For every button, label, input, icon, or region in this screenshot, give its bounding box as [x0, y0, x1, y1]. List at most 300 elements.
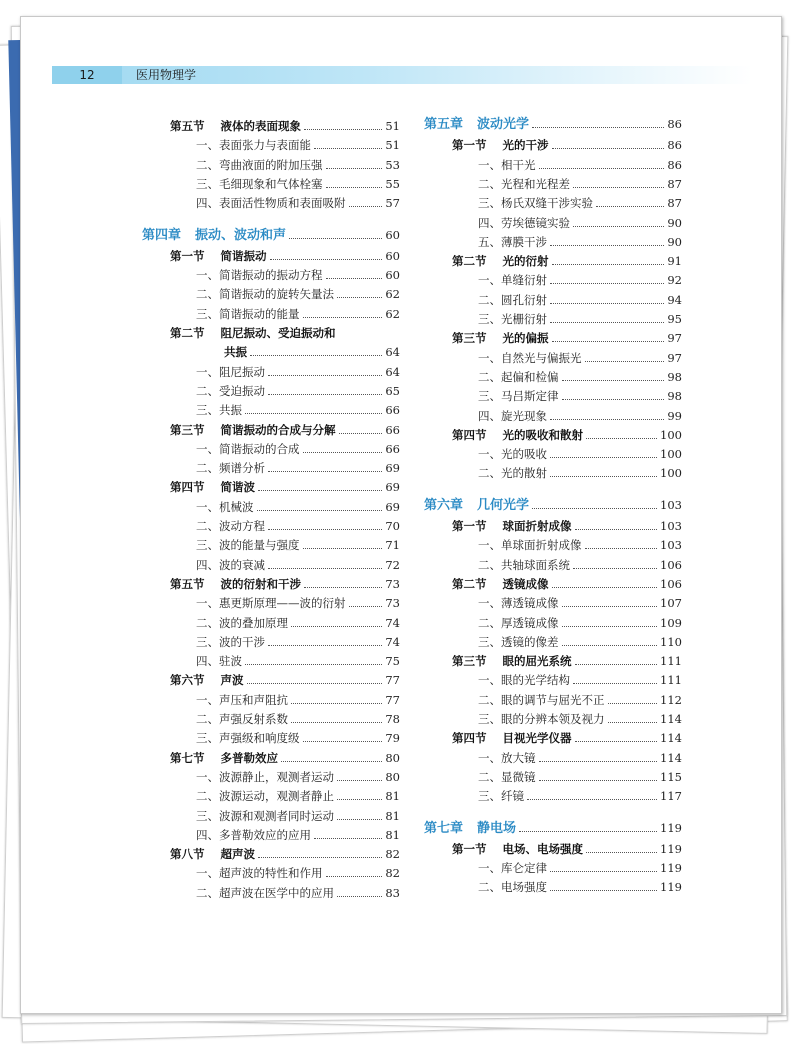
entry-label — [478, 370, 559, 384]
page-ref: 70 — [385, 519, 400, 533]
section-number: 第四节 — [170, 480, 205, 495]
chapter-title: 振动、波动和声 — [195, 227, 287, 243]
subsection-title: 三、光栅衍射 — [478, 312, 547, 326]
toc-subsection-entry[interactable] — [196, 365, 400, 379]
toc-subsection-entry[interactable] — [196, 558, 400, 572]
entry-label — [196, 635, 265, 649]
toc-section-entry[interactable] — [170, 119, 400, 133]
entry-label — [196, 268, 323, 282]
dot-leader — [304, 129, 382, 130]
subsection-title: 一、单球面折射成像 — [478, 538, 582, 553]
section-number: 第三节 — [452, 654, 487, 669]
toc-chapter-entry[interactable] — [424, 821, 682, 836]
toc-subsection-entry[interactable] — [196, 307, 400, 321]
dot-leader — [303, 741, 383, 742]
entry-label — [170, 119, 301, 133]
entry-label — [478, 235, 547, 249]
dot-leader — [304, 587, 382, 588]
subsection-title: 二、厚透镜成像 — [478, 615, 559, 630]
chapter-number: 第七章 — [424, 820, 464, 836]
entry-label — [196, 365, 265, 379]
entry-label — [478, 558, 570, 572]
page-ref: 99 — [667, 408, 682, 423]
subsection-title: 一、相干光 — [478, 157, 536, 172]
dot-leader — [245, 664, 382, 665]
entry-label — [170, 751, 278, 765]
entry-label — [478, 538, 582, 552]
subsection-title: 四、驻波 — [196, 654, 242, 669]
toc-subsection-entry[interactable] — [478, 389, 682, 403]
toc-subsection-entry[interactable] — [478, 235, 682, 249]
page-ref: 92 — [667, 273, 682, 288]
subsection-title: 二、电场强度 — [478, 880, 547, 895]
entry-label — [170, 249, 267, 263]
subsection-title: 一、惠更斯原理——波的衍射 — [196, 596, 346, 611]
entry-label — [478, 216, 570, 230]
subsection-title: 一、放大镜 — [478, 750, 536, 765]
page-ref: 90 — [667, 234, 682, 249]
toc-subsection-entry[interactable] — [196, 809, 400, 823]
subsection-title: 二、频谱分析 — [196, 461, 265, 476]
section-title: 共振 — [224, 345, 247, 360]
subsection-title: 二、波源运动，观测者静止 — [196, 789, 334, 804]
subsection-title: 三、波的能量与强度 — [196, 538, 300, 553]
toc-subsection-entry[interactable] — [196, 866, 400, 880]
dot-leader — [573, 187, 664, 188]
subsection-title: 一、波源静止，观测者运动 — [196, 769, 334, 784]
entry-label — [478, 596, 559, 610]
entry-label — [452, 138, 549, 152]
toc-section-entry[interactable] — [170, 326, 400, 340]
page-ref: 103 — [660, 497, 682, 512]
page-ref: 77 — [385, 692, 400, 707]
entry-label — [142, 229, 286, 243]
toc-chapter-entry[interactable] — [424, 117, 682, 132]
page-ref: 98 — [667, 389, 682, 404]
dot-leader — [562, 380, 665, 381]
dot-leader — [552, 148, 665, 149]
dot-leader — [268, 375, 382, 376]
toc-subsection-entry[interactable] — [196, 403, 400, 417]
toc-subsection-entry[interactable] — [478, 447, 682, 461]
chapter-number: 第六章 — [424, 497, 464, 513]
page-ref: 69 — [385, 480, 400, 495]
subsection-title: 二、弯曲液面的附加压强 — [196, 157, 323, 172]
toc-section-entry-continued[interactable] — [224, 345, 400, 359]
toc-subsection-entry[interactable] — [196, 635, 400, 649]
dot-leader — [257, 510, 383, 511]
toc-subsection-entry[interactable] — [478, 880, 682, 894]
toc-subsection-entry[interactable] — [478, 466, 682, 480]
entry-label — [196, 158, 323, 172]
subsection-title: 二、波动方程 — [196, 519, 265, 533]
entry-label — [196, 828, 311, 842]
subsection-title: 一、表面张力与表面能 — [196, 138, 311, 153]
entry-label — [170, 847, 255, 861]
toc-subsection-entry[interactable] — [478, 370, 682, 384]
page-ref: 75 — [385, 654, 400, 669]
toc-section-entry[interactable] — [170, 423, 400, 437]
toc-subsection-entry[interactable] — [478, 558, 682, 572]
page-ref: 94 — [667, 292, 682, 307]
page-ref: 80 — [385, 750, 400, 765]
toc-subsection-entry[interactable] — [196, 442, 400, 456]
toc-subsection-entry[interactable] — [196, 828, 400, 842]
dot-leader — [270, 259, 383, 260]
section-title: 眼的屈光系统 — [502, 654, 572, 669]
toc-subsection-entry[interactable] — [478, 177, 682, 191]
entry-label — [478, 751, 536, 765]
dot-leader — [585, 548, 658, 549]
section-number: 第一节 — [452, 841, 487, 856]
toc-subsection-entry[interactable] — [478, 789, 682, 803]
subsection-title: 二、光程和光程差 — [478, 176, 570, 191]
entry-label — [478, 693, 605, 707]
entry-label — [478, 389, 559, 403]
toc-subsection-entry[interactable] — [196, 538, 400, 552]
entry-label — [196, 596, 346, 610]
toc-subsection-entry[interactable] — [196, 770, 400, 784]
entry-label — [196, 519, 265, 533]
entry-label — [478, 158, 536, 172]
section-title: 球面折射成像 — [502, 519, 572, 533]
section-title: 阻尼振动、受迫振动和 — [220, 326, 336, 340]
subsection-title: 一、简谐振动的振动方程 — [196, 268, 323, 283]
dot-leader — [281, 761, 382, 762]
toc-subsection-entry[interactable] — [478, 635, 682, 649]
entry-label — [196, 538, 300, 552]
toc-section-entry[interactable] — [452, 519, 682, 533]
toc-section-entry[interactable] — [170, 249, 400, 263]
subsection-title: 二、共轴球面系统 — [478, 557, 570, 572]
section-number: 第三节 — [452, 331, 487, 346]
section-title: 声波 — [220, 673, 244, 688]
toc-subsection-entry[interactable] — [478, 312, 682, 326]
chapter-title: 波动光学 — [477, 117, 530, 132]
entry-label — [196, 461, 265, 475]
subsection-title: 一、超声波的特性和作用 — [196, 866, 323, 881]
entry-label — [478, 351, 582, 365]
subsection-title: 四、劳埃德镜实验 — [478, 215, 570, 230]
page-ref: 57 — [385, 196, 400, 211]
toc-subsection-entry[interactable] — [196, 693, 400, 707]
page-ref: 51 — [385, 138, 400, 153]
toc-section-entry[interactable] — [170, 577, 400, 591]
toc-section-entry[interactable] — [452, 731, 682, 745]
subsection-title: 三、眼的分辨本领及视力 — [478, 712, 605, 726]
toc-subsection-entry[interactable] — [196, 158, 400, 172]
entry-label — [196, 770, 334, 784]
subsection-title: 二、波的叠加原理 — [196, 615, 288, 630]
subsection-title: 三、波源和观测者同时运动 — [196, 808, 334, 823]
section-number: 第四节 — [452, 731, 487, 746]
toc-subsection-entry[interactable] — [196, 138, 400, 152]
section-number: 第四节 — [452, 427, 487, 442]
entry-label — [478, 861, 547, 875]
toc-subsection-entry[interactable] — [196, 177, 400, 191]
toc-subsection-entry[interactable] — [196, 731, 400, 745]
toc-subsection-entry[interactable] — [478, 673, 682, 687]
dot-leader — [268, 529, 382, 530]
section-number: 第三节 — [170, 422, 205, 437]
dot-leader — [268, 568, 382, 569]
page-ref: 82 — [385, 866, 400, 881]
page-ref: 107 — [660, 596, 682, 611]
subsection-title: 三、杨氏双缝干涉实验 — [478, 196, 593, 211]
running-header — [52, 66, 752, 84]
dot-leader — [337, 297, 382, 298]
section-number: 第七节 — [170, 750, 205, 765]
toc-subsection-entry[interactable] — [196, 654, 400, 668]
toc-section-entry[interactable] — [170, 847, 400, 861]
toc-subsection-entry[interactable] — [196, 287, 400, 301]
dot-leader — [326, 187, 383, 188]
dot-leader — [539, 168, 665, 169]
subsection-title: 一、阻尼振动 — [196, 364, 265, 379]
entry-label — [196, 500, 254, 514]
dot-leader — [268, 471, 382, 472]
toc-section-entry[interactable] — [452, 577, 682, 591]
entry-label — [478, 409, 547, 423]
toc-subsection-entry[interactable] — [478, 409, 682, 423]
toc-section-entry[interactable] — [452, 654, 682, 668]
toc-subsection-entry[interactable] — [478, 616, 682, 630]
dot-leader — [291, 703, 382, 704]
subsection-title: 一、库仑定律 — [478, 861, 547, 876]
page-ref: 100 — [660, 447, 682, 462]
dot-leader — [573, 568, 657, 569]
toc-subsection-entry[interactable] — [478, 538, 682, 552]
subsection-title: 五、薄膜干涉 — [478, 234, 547, 249]
entry-label — [196, 886, 334, 900]
dot-leader — [550, 457, 657, 458]
dot-leader — [586, 852, 657, 853]
page-ref: 100 — [660, 466, 682, 481]
page-ref: 98 — [667, 369, 682, 384]
toc-subsection-entry[interactable] — [196, 789, 400, 803]
section-number: 第二节 — [452, 576, 487, 591]
entry-label — [478, 712, 605, 726]
section-number: 第五节 — [170, 119, 205, 133]
page-ref: 65 — [385, 383, 400, 398]
dot-leader — [326, 168, 383, 169]
dot-leader — [289, 238, 382, 239]
dot-leader — [573, 683, 657, 684]
dot-leader — [349, 606, 383, 607]
subsection-title: 四、旋光现象 — [478, 408, 547, 423]
toc-section-entry[interactable] — [452, 254, 682, 268]
dot-leader — [575, 664, 658, 665]
dot-leader — [585, 361, 665, 362]
page-ref: 79 — [385, 731, 400, 746]
entry-label — [196, 789, 334, 803]
page-ref: 114 — [660, 731, 682, 746]
page-ref: 60 — [385, 248, 400, 263]
toc-subsection-entry[interactable] — [478, 693, 682, 707]
section-title: 电场、电场强度 — [502, 841, 583, 856]
toc-chapter-entry[interactable] — [142, 228, 400, 243]
toc-subsection-entry[interactable] — [196, 712, 400, 726]
page-ref: 60 — [385, 227, 400, 242]
toc-subsection-entry[interactable] — [196, 886, 400, 900]
dot-leader — [527, 799, 657, 800]
subsection-title: 三、马吕斯定律 — [478, 389, 559, 404]
dot-leader — [349, 206, 383, 207]
section-number: 第五节 — [170, 576, 205, 591]
page-ref: 86 — [667, 117, 682, 131]
entry-label — [452, 254, 549, 268]
dot-leader — [532, 508, 657, 509]
page-ref: 117 — [660, 789, 682, 804]
dot-leader — [314, 148, 382, 149]
toc-subsection-entry[interactable] — [196, 461, 400, 475]
entry-label — [478, 273, 547, 287]
page-ref: 110 — [660, 634, 682, 649]
toc-subsection-entry[interactable] — [478, 351, 682, 365]
toc-section-entry[interactable] — [170, 751, 400, 765]
toc-subsection-entry[interactable] — [478, 293, 682, 307]
dot-leader — [596, 206, 664, 207]
page-ref: 78 — [385, 712, 400, 726]
page-ref: 62 — [385, 287, 400, 302]
toc-subsection-entry[interactable] — [196, 196, 400, 210]
entry-label — [196, 442, 300, 456]
toc-chapter-entry[interactable] — [424, 498, 682, 513]
subsection-title: 二、受迫振动 — [196, 383, 265, 398]
section-title: 光的吸收和散射 — [502, 427, 583, 442]
toc-subsection-entry[interactable] — [196, 616, 400, 630]
entry-label — [478, 880, 547, 894]
toc-section-entry[interactable] — [452, 331, 682, 345]
subsection-title: 一、薄透镜成像 — [478, 596, 559, 611]
subsection-title: 二、简谐振动的旋转矢量法 — [196, 287, 334, 302]
subsection-title: 一、声压和声阻抗 — [196, 692, 288, 707]
toc-section-entry[interactable] — [452, 138, 682, 152]
entry-label — [170, 480, 255, 494]
entry-label — [452, 519, 572, 533]
page-ref: 73 — [385, 576, 400, 591]
entry-label — [170, 326, 336, 340]
toc-subsection-entry[interactable] — [196, 519, 400, 533]
dot-leader — [268, 394, 382, 395]
entry-label — [170, 577, 301, 591]
entry-label — [196, 712, 288, 726]
entry-label — [196, 196, 346, 210]
page-ref: 90 — [667, 215, 682, 230]
toc-subsection-entry[interactable] — [478, 158, 682, 172]
entry-label — [478, 789, 524, 803]
page-ref: 115 — [660, 769, 682, 784]
page-ref: 72 — [385, 557, 400, 572]
page-ref: 77 — [385, 673, 400, 688]
toc-section-entry[interactable] — [170, 480, 400, 494]
entry-label — [478, 312, 547, 326]
toc-subsection-entry[interactable] — [478, 712, 682, 726]
subsection-title: 一、简谐振动的合成 — [196, 441, 300, 456]
entry-label — [478, 616, 559, 630]
entry-label — [196, 654, 242, 668]
toc-subsection-entry[interactable] — [478, 770, 682, 784]
dot-leader — [550, 245, 664, 246]
entry-label — [196, 809, 334, 823]
subsection-title: 二、起偏和检偏 — [478, 369, 559, 384]
toc-subsection-entry[interactable] — [478, 596, 682, 610]
entry-label — [478, 196, 593, 210]
toc-section-entry[interactable] — [452, 428, 682, 442]
toc-subsection-entry[interactable] — [196, 268, 400, 282]
subsection-title: 三、透镜的像差 — [478, 634, 559, 649]
entry-label — [196, 177, 323, 191]
entry-label — [170, 673, 244, 687]
page-ref: 119 — [660, 820, 682, 835]
page-ref: 81 — [385, 808, 400, 823]
section-title: 超声波 — [220, 847, 255, 862]
dot-leader — [539, 780, 658, 781]
page-ref: 103 — [660, 538, 682, 553]
dot-leader — [586, 438, 657, 439]
dot-leader — [550, 890, 657, 891]
section-title: 透镜成像 — [502, 576, 549, 591]
page-ref: 111 — [660, 654, 682, 669]
entry-label — [452, 577, 549, 591]
page-ref: 81 — [385, 827, 400, 842]
toc-subsection-entry[interactable] — [478, 861, 682, 875]
toc-subsection-entry[interactable] — [196, 596, 400, 610]
page-ref: 87 — [667, 196, 682, 211]
section-number: 第一节 — [452, 138, 487, 153]
subsection-title: 三、声强级和响度级 — [196, 731, 300, 746]
page-ref: 81 — [385, 789, 400, 804]
subsection-title: 四、表面活性物质和表面吸附 — [196, 196, 346, 211]
subsection-title: 三、波的干涉 — [196, 634, 265, 649]
dot-leader — [562, 645, 658, 646]
page-ref: 97 — [667, 350, 682, 365]
entry-label — [196, 384, 265, 398]
toc-subsection-entry[interactable] — [478, 273, 682, 287]
toc-subsection-entry[interactable] — [196, 384, 400, 398]
dot-leader — [337, 799, 382, 800]
page-ref: 109 — [660, 615, 682, 630]
toc-section-entry[interactable] — [452, 842, 682, 856]
section-title: 目视光学仪器 — [502, 731, 572, 746]
page-ref: 103 — [660, 519, 682, 533]
subsection-title: 一、机械波 — [196, 499, 254, 514]
dot-leader — [550, 419, 664, 420]
page-ref: 74 — [385, 634, 400, 649]
dot-leader — [608, 703, 658, 704]
entry-label — [196, 866, 323, 880]
page-ref: 119 — [660, 841, 682, 856]
chapter-number: 第四章 — [142, 227, 182, 243]
subsection-title: 一、单缝衍射 — [478, 273, 547, 288]
page-ref: 64 — [385, 364, 400, 379]
page-ref: 119 — [660, 880, 682, 895]
toc-section-entry[interactable] — [170, 673, 400, 687]
toc-subsection-entry[interactable] — [478, 751, 682, 765]
entry-label — [478, 177, 570, 191]
entry-label — [424, 499, 529, 513]
subsection-title: 三、共振 — [196, 403, 242, 418]
toc-subsection-entry[interactable] — [478, 196, 682, 210]
toc-subsection-entry[interactable] — [478, 216, 682, 230]
toc-subsection-entry[interactable] — [196, 500, 400, 514]
subsection-title: 二、显微镜 — [478, 769, 536, 784]
entry-label — [452, 331, 549, 345]
page-ref: 64 — [385, 345, 400, 360]
entry-label — [196, 558, 265, 572]
dot-leader — [245, 413, 382, 414]
entry-label — [224, 345, 247, 359]
